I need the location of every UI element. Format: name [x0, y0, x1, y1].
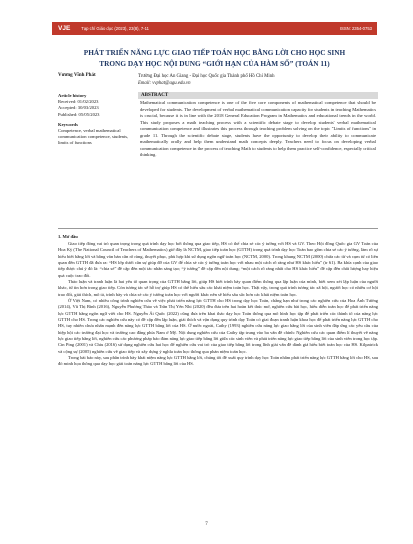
- keywords-heading: Keywords: [58, 121, 78, 127]
- journal-header: [52, 22, 377, 35]
- article-history-heading: Article history: [58, 93, 87, 98]
- title-line-1: PHÁT TRIỂN NĂNG LỰC GIAO TIẾP TOÁN HỌC BẰNG LỜI CHO HỌC SINH: [83, 48, 346, 57]
- published-date: Published: 05/05/2023: [58, 111, 100, 117]
- article-title: [52, 47, 377, 69]
- journal-citation: Tạp chí Giáo dục (2023), 23(8), 7-11: [81, 26, 149, 31]
- header-bar: [76, 22, 377, 35]
- abstract-box: [138, 92, 378, 159]
- body-paragraph: Thảo luận và tranh luận là hai yếu tố quan trọng của GTTH bằng lời, giúp HS biết trình bày quan điểm thông qua lập luận của mình, biết xem xét lập luận của người khác, từ tin hơn trong giao tiếp. Còn tương tác sẽ hỗ trợ giúp HS có thể hiểu sâu các khái niệm toán học. Thật vậy, trong quá trình tương tác xã hội, người học có nhiều cơ hội trao đổi, giải thích, mô tả, trình bày và chia sẻ các ý tưởng toán học với người khác nên sẽ hiểu sâu sắc hơn các khái niệm toán học.: [58, 278, 378, 297]
- author-affiliation: Trường Đại học An Giang - Đại học Quốc gia Thành phố Hồ Chí Minh: [138, 74, 275, 79]
- section-divider: [58, 228, 378, 229]
- body-paragraph: Trong bài báo này, sau phần trình bày khái niệm năng lực GTTH bằng lời, chúng tôi đề xuất quy trình dạy học Toán nhằm phát triển năng lực GTTH bằng lời cho HS, sau đó minh họa thông qua dạy học giải toán năng lực GTTH bằng lời của HS.: [58, 355, 378, 367]
- body-paragraph: Ở Việt Nam, có nhiều công trình nghiên cứu về việc phát triển năng lực GTTH cho HS trong dạy học Toán, chẳng hạn như trong các nghiên cứu của Hoa Ánh Tường (2014), Vũ Thị Bình (2016), Nguyễn Phương Thảo và Trần Thị Yến Nhi (2020) đều đưa trên hai hoàn kết thúc mở, nghiên cứu bài học, hiểu diễn toán học để phát triển năng lực GTTH bằng ngôn ngữ viết cho HS. Nguyễn Ái Quốc (2022) cũng đưa trên khai thác dạy học Toán thông qua mô hình học tập để phát triển các thành tố của năng lực GTTH cho HS. Trong các nghiên cứu này có đề cập đến lập luận, giải thích và vận dụng quy trình dạy Toán có giai đoạn tranh luận khoa học để phát triển năng lực GTTH cho HS, tuy nhiên chưa nhấn mạnh đến năng lực GTTH bằng lời của HS. Ở nước ngoài, Cathy (1993) nghiên cứu năng lực giao bằng lời của sinh viên đáp ứng các yêu cầu của hiệp hội các trường đại học và trường cao đẳng phía Nam ở Mỹ. Nội dung nghiên cứu của Cathy tập trung vào ba vấn đề chính: Nghiên cứu các quan điểm lí thuyết về năng lực giao tiếp bằng lời, nghiên cứu các phương pháp báo đảm năng lực giao tiếp bằng lời giữa các sinh viên và phát triển năng lực giao tiếp bằng lời của sinh viên trong học tập. Cin Ping (2001) và Chiu (2016) sử dụng nghiên cứu hai học để nghiên cứu vai trò của giao tiếp bằng lời trong lĩnh giải vấn đề dành giá hiểu biết toán học của HS. Kilpatrick và cộng sự (2005) nghiên cứu về giao tiếp và xây dựng ý nghĩa toán học thông qua phản niệm toán học.: [58, 297, 378, 354]
- body-paragraph: Giao tiếp đóng vai trò quan trọng trong quá trình dạy học bởi thông qua giao tiếp, HS có thể chia sẻ các ý tưởng với HS và GV. Theo Hội đồng Quốc gia GV Toán của Hoa Kỳ (The National Council of Teachers of Mathematics) giờ đây là NCTM, giao tiếp toán học (GTTH) trong quá trình dạy học Toán bao gồm chia sẻ các ý tưởng, làm rõ sự hiểu biết bằng lời và bằng văn bản cần rõ ràng, thuyết phục, phù hợp khi sử dụng ngôn ngữ toán học (NCTM, 2000). Trong khung NCTM (2000) chứa các từ và cụm từ có liên quan đến GTTH đã đưa ra: “HS lớp dưới cần sự giúp đỡ của GV để chia sẻ các ý tưởng toán học với nhau một cách rõ ràng như HS khác hiểu” (tr 61). Ba khía cạnh của giao tiếp được chú ý đó là: “chia sẻ” đề cập đến một tác nhân sáng tạo; “ý tưởng” đề cập đến nội dung; “một cách rõ ràng nhất cho HS khác hiểu” đề cập đến chất lượng hay hiệu quả cuộc trao đổi.: [58, 240, 378, 278]
- keywords-text: Competence, verbal mathematical communication competence, students, limits of functions: [58, 128, 129, 146]
- article-body: [58, 234, 378, 368]
- author-email: Email: vvphat@agu.edu.vn: [138, 81, 191, 87]
- issn-label: ISSN: 2354-0753: [339, 26, 372, 31]
- author-name: Vương Vĩnh Phát: [58, 73, 96, 78]
- page-number: 7: [205, 522, 208, 527]
- accepted-date: Accepted: 30/03/2023: [58, 105, 99, 111]
- section-heading: 1. Mở đầu: [58, 234, 78, 239]
- abstract-heading: ABSTRACT: [138, 92, 378, 99]
- abstract-text: Mathematical communication competence is one of the five core components of mathematical competence that should be developed for students. The development of verbal mathematical communication capacity for students in teaching Mathematics is crucial, because it is in line with the 2018 General Education Program in Mathematics and educational trends in the world. This study proposes a math teaching process with a scientific debate stage to develop students' verbal mathematical communication competence and illustrates this process through teaching problem solving on the topic "Limits of functions" in grade 11. Through the scientific debate stage, students have the opportunity to develop their ability to communicate mathematically orally and help them understand math concepts deeply. Teachers need to focus on developing verbal communication competence in the process of teaching Math to students to help them practice self-confidence, especially critical thinking.: [140, 100, 376, 158]
- journal-badge: VJE: [52, 22, 76, 35]
- received-date: Received: 01/02/2023: [58, 99, 99, 105]
- article-info: [58, 93, 136, 147]
- title-line-2: TRONG DẠY HỌC NỘI DUNG “GIỚI HẠN CỦA HÀM SỐ” (TOÁN 11): [99, 59, 330, 68]
- author-affiliation-block: [138, 73, 275, 87]
